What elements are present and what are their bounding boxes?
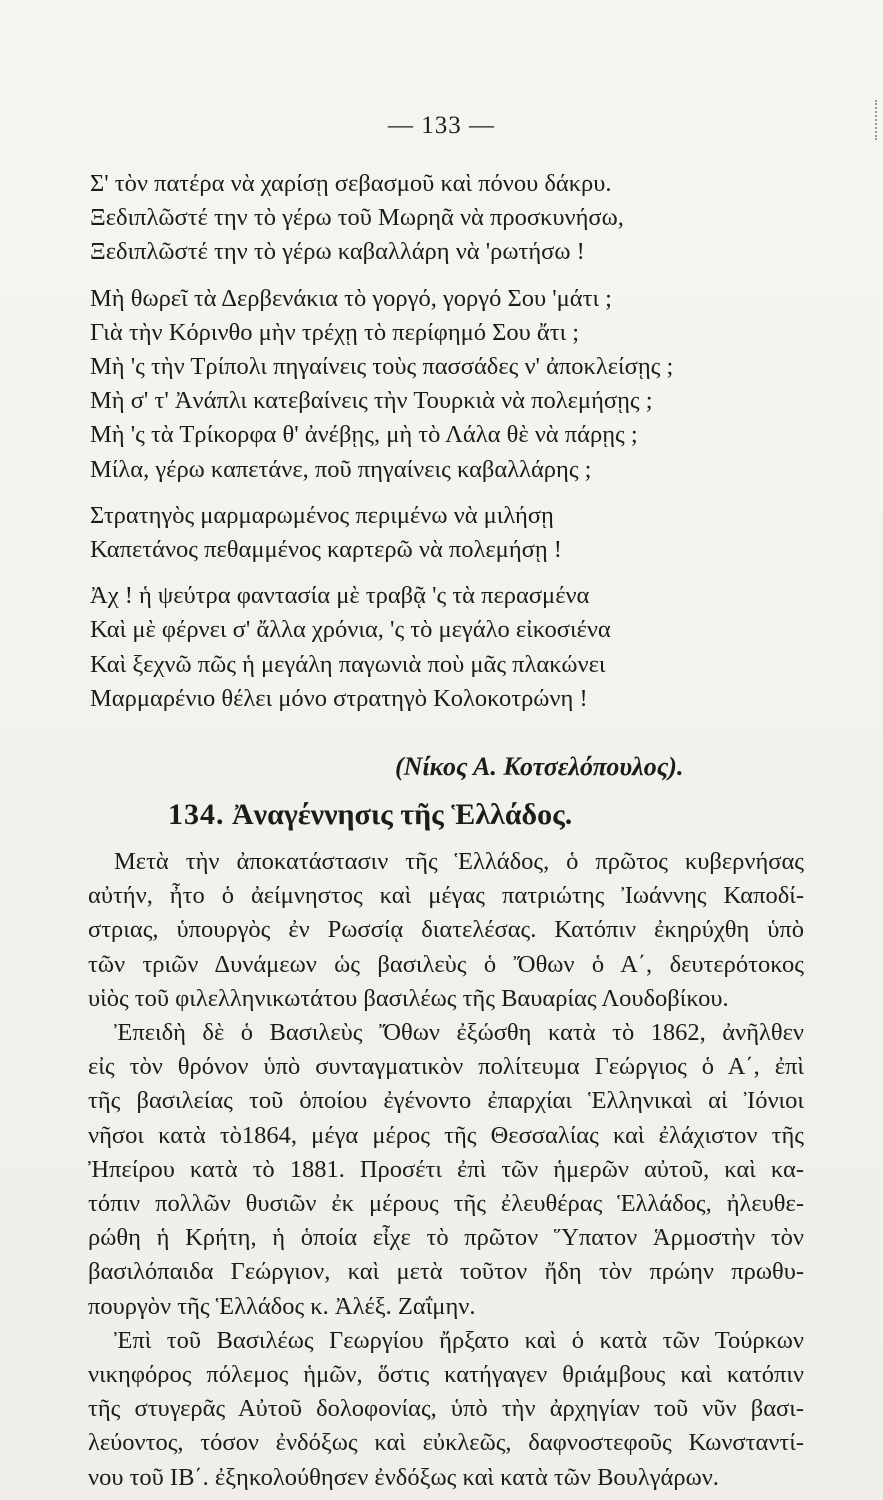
prose-line: νου τοῦ ΙΒ΄. ἐξηκολούθησεν ἐνδόξως καὶ κατὰ τῶν Βουλγάρων. <box>88 1463 719 1491</box>
prose-line: εἰς τὸν θρόνον ὑπὸ συνταγματικὸν πολίτευμα Γεώργιος ὁ Α΄, ἐπὶ <box>88 1053 804 1081</box>
poem-line: Ἀχ ! ἡ ψεύτρα φαντασία μὲ τραβᾷ 'ς τὰ περασμένα <box>90 582 590 610</box>
poem-line: Μαρμαρένιο θέλει μόνο στρατηγὸ Κολοκοτρώνη ! <box>90 684 588 712</box>
poem-line: Στρατηγὸς μαρμαρωμένος περιμένω νὰ μιλήσῃ <box>90 501 554 529</box>
poem-line: Σ' τὸν πατέρα νὰ χαρίσῃ σεβασμοῦ καὶ πόνου δάκρυ. <box>90 170 612 197</box>
poem-line: Καπετάνος πεθαμμένος καρτερῶ νὰ πολεμήσῃ ! <box>90 536 562 564</box>
prose-line: νῆσοι κατὰ τὸ1864, μέγα μέρος τῆς Θεσσαλίας καὶ ἐλάχιστον τῆς <box>88 1121 804 1149</box>
poem-line: Ξεδιπλῶστέ την τὸ γέρω καβαλλάρη νὰ 'ρωτήσω ! <box>90 238 585 266</box>
poem-stanza <box>90 579 810 716</box>
poem-author: (Νίκος Α. Κοτσελόπουλος). <box>395 752 684 781</box>
poem-line: Καὶ ξεχνῶ πῶς ἡ μεγάλη παγωνιὰ ποὺ μᾶς πλακώνει <box>90 650 606 678</box>
prose-line: βασιλόπαιδα Γεώργιον, καὶ μετὰ τοῦτον ἤδη τὸν πρώην πρωθυ- <box>88 1258 804 1286</box>
section-number: 134. <box>168 798 225 831</box>
prose-line: Μετὰ τὴν ἀποκατάστασιν τῆς Ἑλλάδος, ὁ πρῶτος κυβερνήσας <box>114 848 804 875</box>
poem-line: Μὴ 'ς τὴν Τρίπολι πηγαίνεις τοὺς πασσάδες ν' ἀποκλείσῃς ; <box>90 353 674 381</box>
prose-line: στριας, ὑπουργὸς ἐν Ρωσσίᾳ διατελέσας. Κατόπιν ἐκηρύχθη ὑπὸ <box>88 916 804 944</box>
prose-line: τῶν τριῶν Δυνάμεων ὡς βασιλεὺς ὁ Ὄθων ὁ Α΄, δευτερότοκος <box>88 950 804 978</box>
poem-line: Μὴ θωρεῖ τὰ Δερβενάκια τὸ γοργό, γοργό Σου 'μάτι ; <box>90 284 612 312</box>
prose-line: τῆς στυγερᾶς Αὐτοῦ δολοφονίας, ὑπὸ τὴν ἀρχηγίαν τοῦ νῦν βασι- <box>88 1395 804 1423</box>
poem-stanza <box>90 499 810 567</box>
poem-line: Μὴ 'ς τὰ Τρίκορφα θ' ἀνέβῃς, μὴ τὸ Λάλα θὲ νὰ πάρῃς ; <box>90 421 638 449</box>
poem-line: Γιὰ τὴν Κόρινθο μὴν τρέχῃ τὸ περίφημό Σου ἄτι ; <box>90 318 580 346</box>
prose-line: Ἐπὶ τοῦ Βασιλέως Γεωργίου ἤρξατο καὶ ὁ κατὰ τῶν Τούρκων <box>114 1326 804 1354</box>
prose-line: αὐτήν, ἦτο ὁ ἀείμνηστος καὶ μέγας πατριώτης Ἰωάννης Καποδί- <box>88 882 804 910</box>
prose-line: τῆς βασιλείας τοῦ ὁποίου ἐγένοντο ἐπαρχίαι Ἑλληνικαὶ αἱ Ἰόνιοι <box>88 1087 804 1115</box>
prose-line: Ἐπειδὴ δὲ ὁ Βασιλεὺς Ὄθων ἐξώσθη κατὰ τὸ 1862, ἀνῆλθεν <box>114 1019 804 1047</box>
page-number: — 133 — <box>388 112 495 139</box>
prose-line: πουργὸν τῆς Ἑλλάδος κ. Ἀλέξ. Ζαΐμην. <box>88 1292 476 1320</box>
prose-line: τόπιν πολλῶν θυσιῶν ἐκ μέρους τῆς ἐλευθέρας Ἑλλάδος, ἠλευθε- <box>88 1190 804 1218</box>
poem-line: Καὶ μὲ φέρνει σ' ἄλλα χρόνια, 'ς τὸ μεγάλο εἰκοσιένα <box>90 616 611 644</box>
poem-stanza <box>90 167 810 270</box>
section-heading <box>168 798 728 832</box>
poem-line: Ξεδιπλῶστέ την τὸ γέρω τοῦ Μωρηᾶ νὰ προσκυνήσω, <box>90 204 624 232</box>
prose-line: υἱὸς τοῦ φιλελληνικωτάτου βασιλέως τῆς Βαυαρίας Λουδοβίκου. <box>88 984 729 1012</box>
poem <box>90 167 810 728</box>
poem-stanza <box>90 282 810 487</box>
prose-line: Ἠπείρου κατὰ τὸ 1881. Προσέτι ἐπὶ τῶν ἡμερῶν αὐτοῦ, καὶ κα- <box>88 1155 804 1183</box>
prose-line: ρώθη ἡ Κρήτη, ἡ ὁποία εἶχε τὸ πρῶτον Ὕπατον Ἁρμοστὴν τὸν <box>88 1224 804 1252</box>
section-title: Ἀναγέννησις τῆς Ἑλλάδος. <box>232 798 573 831</box>
prose-line: νικηφόρος πόλεμος ἡμῶν, ὅστις κατήγαγεν θριάμβους καὶ κατόπιν <box>88 1361 804 1389</box>
section-body <box>88 845 804 1495</box>
prose-line: λεύοντος, τόσον ἐνδόξως καὶ εὐκλεῶς, δαφνοστεφοῦς Κωνσταντί- <box>88 1429 804 1457</box>
poem-line: Μὴ σ' τ' Ἀνάπλι κατεβαίνεις τὴν Τουρκιὰ νὰ πολεμήσῃς ; <box>90 387 653 415</box>
poem-line: Μίλα, γέρω καπετάνε, ποῦ πηγαίνεις καβαλλάρης ; <box>90 455 592 483</box>
